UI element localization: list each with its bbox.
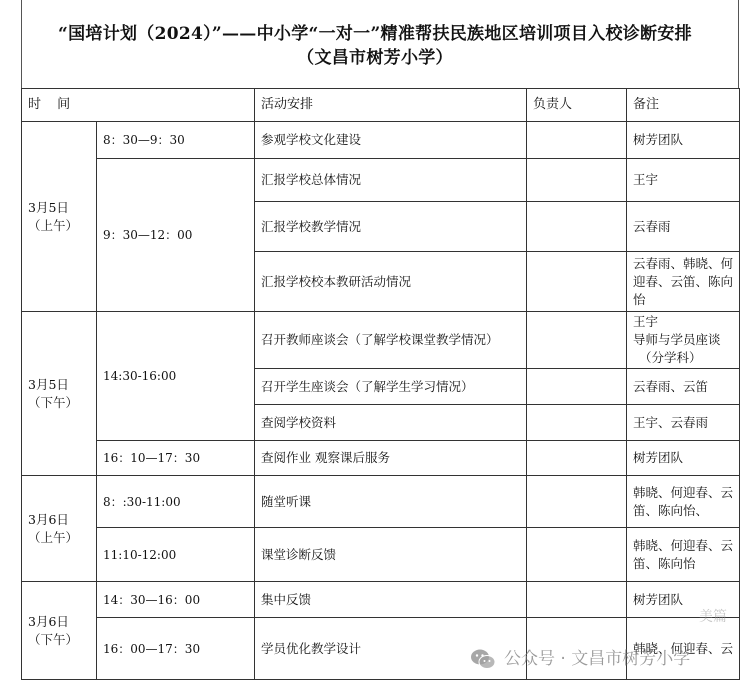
watermark-text: 公众号 · 文昌市树芳小学 — [504, 649, 691, 669]
day-cell — [22, 312, 97, 476]
person-cell — [527, 159, 627, 202]
note-line: （分学科） — [639, 350, 702, 365]
day-date: 3月5日 — [28, 376, 69, 392]
note-cell: 韩晓、何迎春、云笛、陈向怡 — [627, 528, 740, 582]
person-cell — [527, 122, 627, 159]
header-activity: 活动安排 — [255, 89, 527, 122]
day-date: 3月6日 — [28, 613, 69, 629]
day-period: （下午） — [28, 631, 79, 647]
activity-cell: 随堂听课 — [255, 476, 527, 528]
note-cell: 韩晓、何迎春、云笛、陈向怡、 — [627, 476, 740, 528]
activity-cell: 汇报学校校本教研活动情况 — [255, 252, 527, 312]
activity-cell: 参观学校文化建设 — [255, 122, 527, 159]
note-cell: 树芳团队 — [627, 582, 740, 618]
activity-cell: 召开教师座谈会（了解学校课堂教学情况） — [255, 312, 527, 369]
day-date: 3月6日 — [28, 511, 69, 527]
document-title — [0, 22, 750, 70]
table-header-row — [22, 89, 740, 122]
wechat-icon — [470, 647, 496, 671]
person-cell — [527, 441, 627, 476]
note-cell — [627, 312, 740, 369]
person-cell — [527, 369, 627, 405]
note-cell: 王宇、云春雨 — [627, 405, 740, 441]
time-cell: 16：10—17：30 — [97, 441, 255, 476]
day-period: （上午） — [28, 217, 79, 233]
note-cell: 树芳团队 — [627, 441, 740, 476]
activity-cell: 汇报学校教学情况 — [255, 202, 527, 252]
table-row — [22, 476, 740, 528]
note-cell: 韩晓、何迎春、云 — [627, 618, 740, 680]
activity-cell: 集中反馈 — [255, 582, 527, 618]
note-cell: 云春雨、韩晓、何迎春、云笛、陈向怡 — [627, 252, 740, 312]
activity-cell: 学员优化教学设计 — [255, 618, 527, 680]
note-cell: 云春雨、云笛 — [627, 369, 740, 405]
title-main: “国培计划（2024）”——中小学“一对一”精准帮扶民族地区培训项目入校诊断安排 — [58, 24, 692, 44]
time-cell: 8：30—9：30 — [97, 122, 255, 159]
note-cell: 树芳团队 — [627, 122, 740, 159]
table-row — [22, 312, 740, 369]
person-cell — [527, 405, 627, 441]
person-cell — [527, 252, 627, 312]
day-date: 3月5日 — [28, 199, 69, 215]
day-cell — [22, 582, 97, 680]
activity-cell: 召开学生座谈会（了解学生学习情况） — [255, 369, 527, 405]
note-line: 王宇 — [633, 314, 659, 329]
table-row — [22, 582, 740, 618]
wechat-watermark — [470, 641, 740, 677]
title-school: （文昌市树芳小学） — [297, 48, 453, 68]
schedule-table — [21, 88, 740, 680]
note-cell: 云春雨 — [627, 202, 740, 252]
header-notes: 备注 — [627, 89, 740, 122]
activity-cell: 查阅作业 观察课后服务 — [255, 441, 527, 476]
day-cell — [22, 476, 97, 582]
table-row — [22, 528, 740, 582]
day-cell — [22, 122, 97, 312]
day-period: （下午） — [28, 394, 79, 410]
time-cell: 14:30-16:00 — [97, 312, 255, 441]
activity-cell: 课堂诊断反馈 — [255, 528, 527, 582]
header-time: 时 间 — [22, 89, 255, 122]
person-cell — [527, 202, 627, 252]
meipian-watermark: 美篇 — [699, 609, 727, 625]
day-period: （上午） — [28, 529, 79, 545]
person-cell — [527, 312, 627, 369]
table-row — [22, 159, 740, 202]
activity-cell: 查阅学校资料 — [255, 405, 527, 441]
time-cell: 14：30—16：00 — [97, 582, 255, 618]
activity-cell: 汇报学校总体情况 — [255, 159, 527, 202]
time-cell: 8：:30-11:00 — [97, 476, 255, 528]
time-cell: 9：30—12：00 — [97, 159, 255, 312]
table-row — [22, 122, 740, 159]
time-cell: 16：00—17：30 — [97, 618, 255, 680]
note-line: 导师与学员座谈 — [633, 332, 721, 347]
time-cell: 11:10-12:00 — [97, 528, 255, 582]
person-cell — [527, 582, 627, 618]
table-row — [22, 441, 740, 476]
note-cell: 王宇 — [627, 159, 740, 202]
person-cell — [527, 476, 627, 528]
header-person: 负责人 — [527, 89, 627, 122]
person-cell — [527, 528, 627, 582]
